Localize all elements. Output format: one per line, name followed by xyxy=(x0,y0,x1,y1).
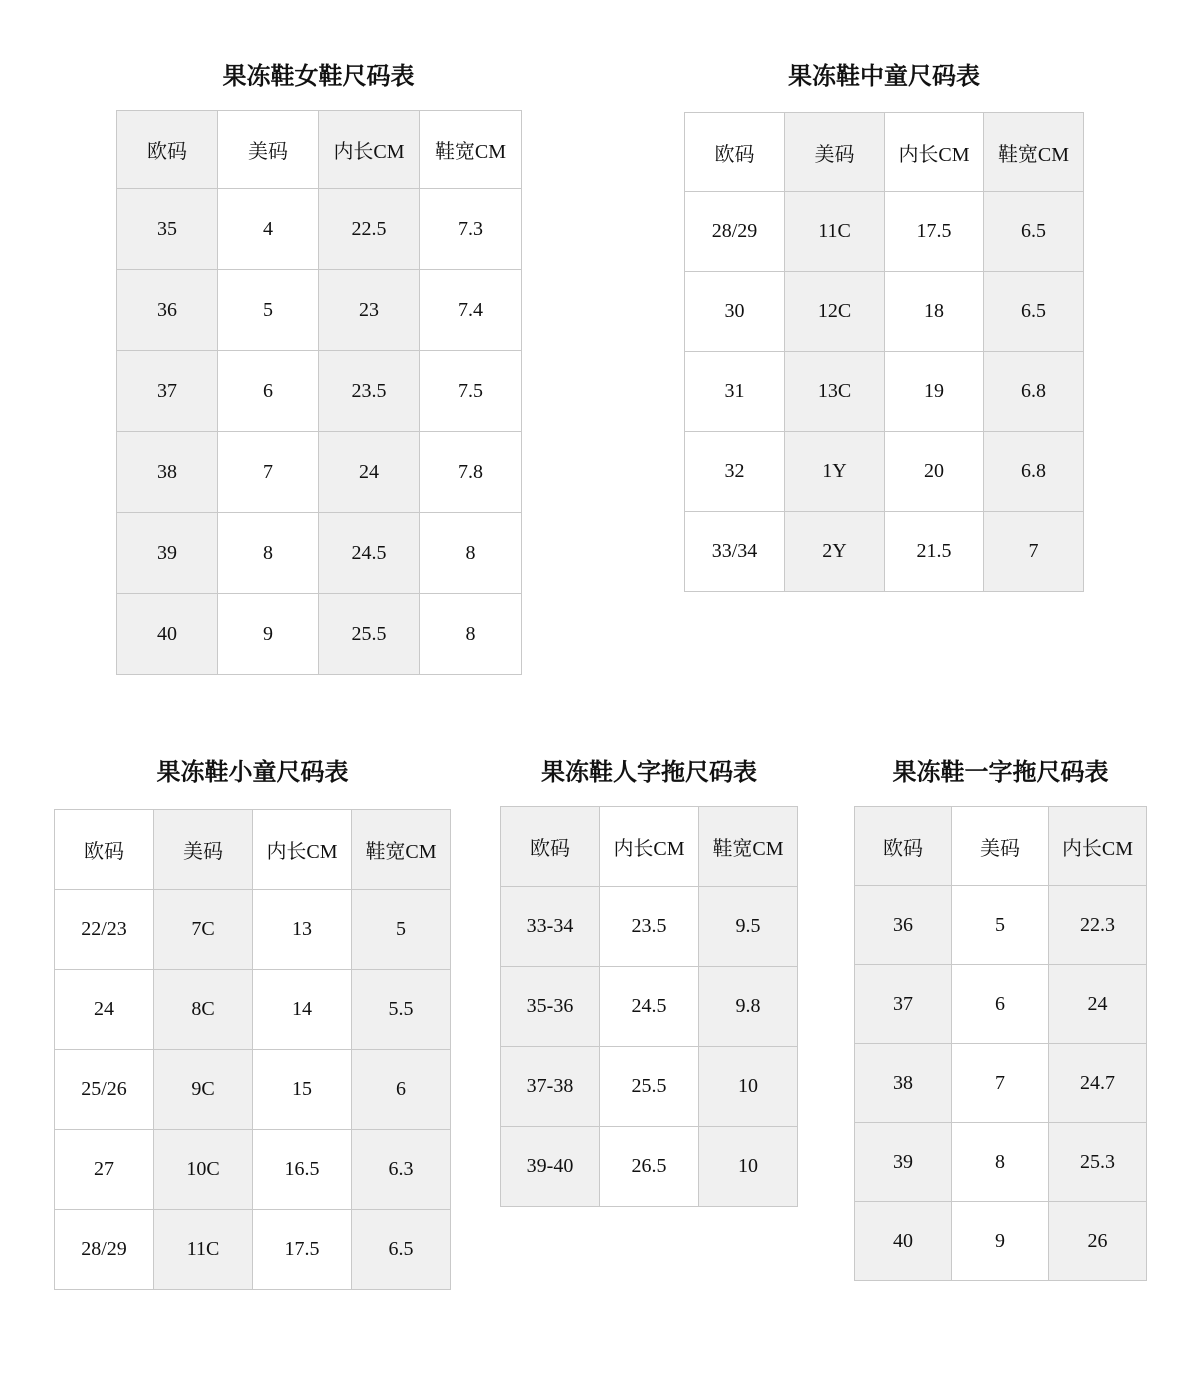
table-cell: 24.7 xyxy=(1049,1044,1147,1123)
table-cell: 4 xyxy=(218,189,319,270)
table-cell: 36 xyxy=(117,270,218,351)
table-cell: 28/29 xyxy=(685,192,785,272)
table-row xyxy=(117,594,522,675)
table-cell: 6.3 xyxy=(352,1130,451,1210)
table-row xyxy=(117,432,522,513)
table-cell: 24 xyxy=(55,970,154,1050)
table-cell: 36 xyxy=(855,886,952,965)
header-cell: 内长CM xyxy=(600,807,699,887)
table-cell: 16.5 xyxy=(253,1130,352,1210)
table-cell: 23.5 xyxy=(319,351,420,432)
table-cell: 8 xyxy=(420,594,522,675)
table-cell: 9.5 xyxy=(699,887,798,967)
table-row xyxy=(685,432,1084,512)
table-cell: 25.3 xyxy=(1049,1123,1147,1202)
table-cell: 2Y xyxy=(785,512,885,592)
table-row xyxy=(685,512,1084,592)
header-cell: 鞋宽CM xyxy=(352,810,451,890)
table-cell: 5.5 xyxy=(352,970,451,1050)
table-cell: 7 xyxy=(218,432,319,513)
table-cell: 7.8 xyxy=(420,432,522,513)
table-cell: 11C xyxy=(154,1210,253,1290)
table-cell: 26.5 xyxy=(600,1127,699,1207)
header-cell: 内长CM xyxy=(319,111,420,189)
table-cell: 24 xyxy=(1049,965,1147,1044)
table-cell: 6 xyxy=(218,351,319,432)
table-cell: 38 xyxy=(117,432,218,513)
table-cell: 5 xyxy=(218,270,319,351)
size-table xyxy=(116,110,522,675)
table-cell: 31 xyxy=(685,352,785,432)
table-cell: 27 xyxy=(55,1130,154,1210)
chart-title: 果冻鞋女鞋尺码表 xyxy=(222,62,415,90)
table-row xyxy=(55,890,451,970)
size-table xyxy=(54,809,451,1290)
table-cell: 25.5 xyxy=(319,594,420,675)
header-cell: 内长CM xyxy=(253,810,352,890)
header-cell: 内长CM xyxy=(1049,807,1147,886)
table-cell: 39-40 xyxy=(501,1127,600,1207)
table-cell: 13C xyxy=(785,352,885,432)
table-cell: 25/26 xyxy=(55,1050,154,1130)
table-cell: 7.5 xyxy=(420,351,522,432)
table-cell: 38 xyxy=(855,1044,952,1123)
table-cell: 25.5 xyxy=(600,1047,699,1127)
table-cell: 23.5 xyxy=(600,887,699,967)
table-cell: 10 xyxy=(699,1127,798,1207)
table-row xyxy=(685,352,1084,432)
table-row xyxy=(855,1123,1147,1202)
table-cell: 7.3 xyxy=(420,189,522,270)
table-cell: 17.5 xyxy=(885,192,984,272)
header-cell: 欧码 xyxy=(685,113,785,192)
table-cell: 24.5 xyxy=(600,967,699,1047)
table-row xyxy=(55,1210,451,1290)
table-cell: 11C xyxy=(785,192,885,272)
size-chart-mid-kids xyxy=(684,52,1084,597)
header-cell: 鞋宽CM xyxy=(984,113,1084,192)
table-header-row xyxy=(685,113,1084,192)
table-row xyxy=(855,1202,1147,1281)
table-cell: 12C xyxy=(785,272,885,352)
table-cell: 35-36 xyxy=(501,967,600,1047)
table-cell: 33/34 xyxy=(685,512,785,592)
table-cell: 30 xyxy=(685,272,785,352)
table-cell: 37 xyxy=(117,351,218,432)
table-row xyxy=(685,272,1084,352)
table-cell: 37-38 xyxy=(501,1047,600,1127)
header-cell: 内长CM xyxy=(885,113,984,192)
table-cell: 6 xyxy=(352,1050,451,1130)
table-row xyxy=(501,887,798,967)
table-row xyxy=(55,1130,451,1210)
table-row xyxy=(855,965,1147,1044)
table-cell: 33-34 xyxy=(501,887,600,967)
table-cell: 6.5 xyxy=(352,1210,451,1290)
table-cell: 1Y xyxy=(785,432,885,512)
table-cell: 6.5 xyxy=(984,272,1084,352)
size-table xyxy=(500,806,798,1207)
table-header-row xyxy=(855,807,1147,886)
header-cell: 美码 xyxy=(154,810,253,890)
table-cell: 8 xyxy=(218,513,319,594)
table-cell: 7.4 xyxy=(420,270,522,351)
table-cell: 5 xyxy=(352,890,451,970)
table-cell: 35 xyxy=(117,189,218,270)
header-cell: 欧码 xyxy=(501,807,600,887)
table-row xyxy=(501,1047,798,1127)
header-cell: 美码 xyxy=(785,113,885,192)
table-row xyxy=(55,1050,451,1130)
table-row xyxy=(855,1044,1147,1123)
table-row xyxy=(501,1127,798,1207)
table-cell: 8C xyxy=(154,970,253,1050)
table-cell: 8 xyxy=(952,1123,1049,1202)
table-cell: 6 xyxy=(952,965,1049,1044)
table-cell: 22.5 xyxy=(319,189,420,270)
chart-title: 果冻鞋中童尺码表 xyxy=(788,62,980,90)
table-header-row xyxy=(117,111,522,189)
size-table xyxy=(684,112,1084,592)
header-cell: 鞋宽CM xyxy=(420,111,522,189)
table-row xyxy=(117,270,522,351)
table-row xyxy=(117,189,522,270)
table-cell: 10 xyxy=(699,1047,798,1127)
size-table xyxy=(854,806,1147,1281)
table-cell: 7 xyxy=(952,1044,1049,1123)
header-cell: 美码 xyxy=(952,807,1049,886)
header-cell: 美码 xyxy=(218,111,319,189)
table-cell: 17.5 xyxy=(253,1210,352,1290)
size-chart-slides xyxy=(854,748,1147,1283)
table-row xyxy=(117,513,522,594)
chart-title: 果冻鞋人字拖尺码表 xyxy=(541,758,757,786)
table-cell: 39 xyxy=(855,1123,952,1202)
size-chart-flip-flops xyxy=(500,748,798,1208)
table-cell: 22/23 xyxy=(55,890,154,970)
table-cell: 14 xyxy=(253,970,352,1050)
table-cell: 18 xyxy=(885,272,984,352)
table-row xyxy=(501,967,798,1047)
table-cell: 28/29 xyxy=(55,1210,154,1290)
table-cell: 21.5 xyxy=(885,512,984,592)
table-cell: 5 xyxy=(952,886,1049,965)
chart-title: 果冻鞋一字拖尺码表 xyxy=(892,758,1109,786)
table-cell: 20 xyxy=(885,432,984,512)
header-cell: 欧码 xyxy=(117,111,218,189)
table-cell: 7C xyxy=(154,890,253,970)
table-cell: 22.3 xyxy=(1049,886,1147,965)
table-cell: 9.8 xyxy=(699,967,798,1047)
table-cell: 39 xyxy=(117,513,218,594)
table-cell: 13 xyxy=(253,890,352,970)
table-cell: 24.5 xyxy=(319,513,420,594)
table-header-row xyxy=(501,807,798,887)
table-cell: 26 xyxy=(1049,1202,1147,1281)
table-cell: 6.8 xyxy=(984,432,1084,512)
table-cell: 23 xyxy=(319,270,420,351)
table-row xyxy=(55,970,451,1050)
table-cell: 7 xyxy=(984,512,1084,592)
table-row xyxy=(685,192,1084,272)
table-cell: 19 xyxy=(885,352,984,432)
table-row xyxy=(855,886,1147,965)
table-header-row xyxy=(55,810,451,890)
table-cell: 9 xyxy=(952,1202,1049,1281)
table-cell: 24 xyxy=(319,432,420,513)
table-cell: 8 xyxy=(420,513,522,594)
size-chart-women xyxy=(116,52,521,682)
size-chart-small-kids xyxy=(54,748,451,1293)
table-cell: 9 xyxy=(218,594,319,675)
table-cell: 32 xyxy=(685,432,785,512)
header-cell: 鞋宽CM xyxy=(699,807,798,887)
table-cell: 37 xyxy=(855,965,952,1044)
header-cell: 欧码 xyxy=(855,807,952,886)
table-row xyxy=(117,351,522,432)
table-cell: 6.8 xyxy=(984,352,1084,432)
table-cell: 40 xyxy=(855,1202,952,1281)
table-cell: 15 xyxy=(253,1050,352,1130)
table-cell: 10C xyxy=(154,1130,253,1210)
table-cell: 9C xyxy=(154,1050,253,1130)
table-cell: 40 xyxy=(117,594,218,675)
table-cell: 6.5 xyxy=(984,192,1084,272)
chart-title: 果冻鞋小童尺码表 xyxy=(156,758,349,786)
header-cell: 欧码 xyxy=(55,810,154,890)
